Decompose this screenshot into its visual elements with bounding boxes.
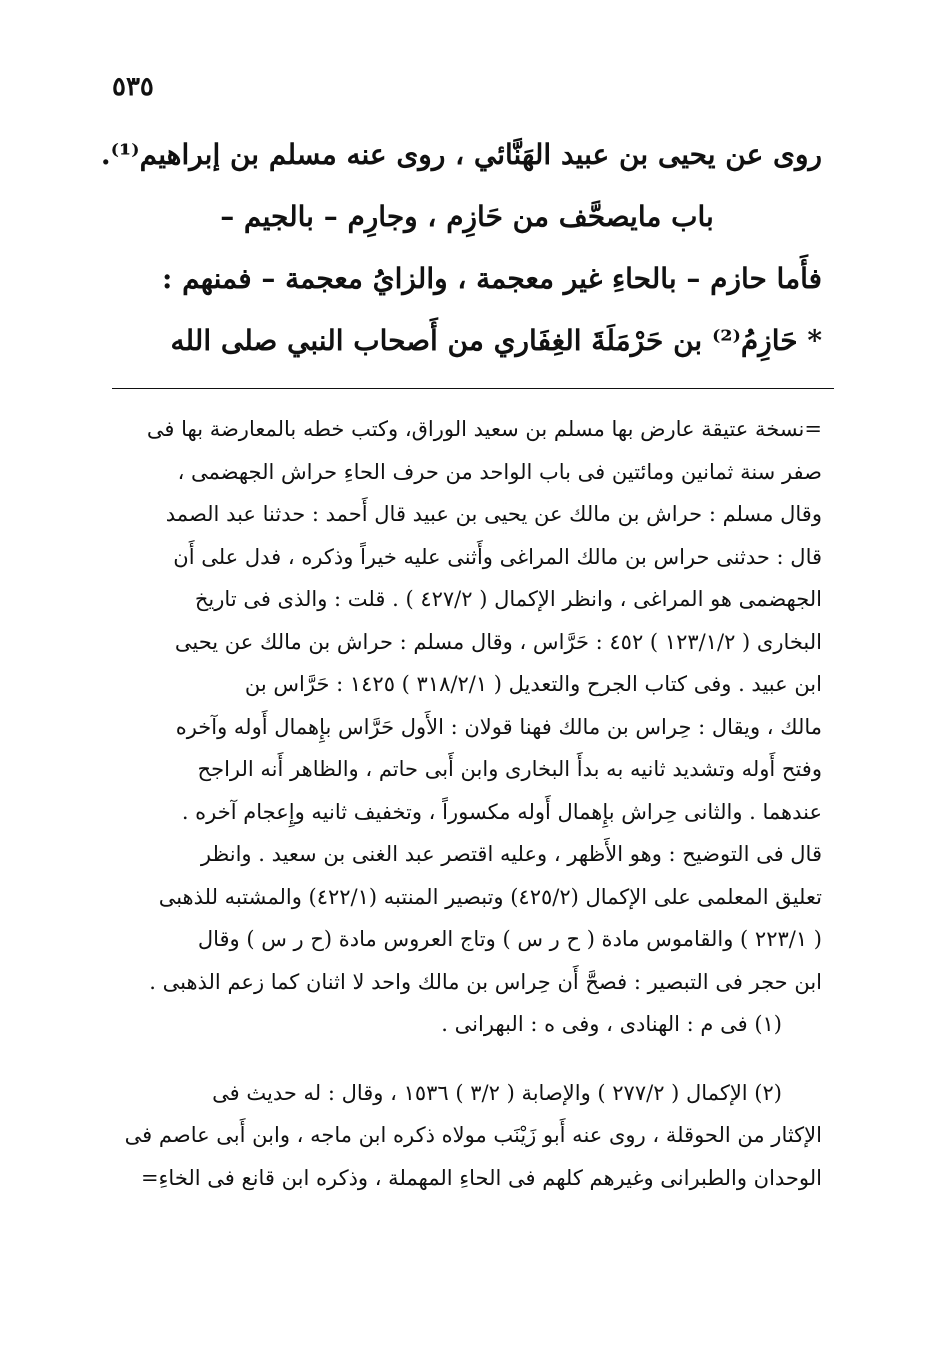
main-text: [100, 124, 822, 372]
section-heading: باب مايصحَّف من حَازِم ، وجارِم – بالجيم –: [220, 200, 714, 233]
footnote-line: تعليق المعلمى على الإكمال (٤٢٥/٢) وتبصير المنتبه (٤٢٢/١) والمشتبه للذهبى: [158, 884, 822, 909]
footnote-separator: [112, 388, 834, 389]
footnote-line: قال : حدثنى حراس بن مالك المراغى وأَثنى عليه خيراً وذكره ، فدل على أَن: [173, 544, 822, 569]
footnote-line: ( ٢٢٣/١ ) والقاموس مادة ( ح ر س ) وتاج العروس مادة (ح ر س ) وقال: [197, 927, 822, 951]
footnote-line: ابن عبيد . وفى كتاب الجرح والتعديل ( ٣١٨/٢/١ ) ١٤٢٥ : حَرَّاس بن: [244, 672, 822, 696]
footnote-line: وفتح أَوله وتشديد ثانيه به بدأَ البخارى وابن أَبى حاتم ، والظاهر أَنه الراجح: [197, 757, 822, 781]
footnote-line: مالك ، ويقال : حِراس بن مالك فهنا قولان : الأَول حَرَّاس بإِهمال أَوله وآخره: [175, 714, 822, 739]
footnote-line: عندهما . والثانى حِراش بإِهمال أَوله مكسوراً ، وتخفيف ثانيه وإِعجام آخره .: [181, 799, 822, 824]
footnote-line: قال فى التوضيح : وهو الأَظهر ، وعليه اقتصر عبد الغنى بن سعيد . وانظر: [200, 842, 822, 866]
main-line: * حَازِمُ⁽²⁾ بن حَرْمَلَةَ الغِفَاري من أَصحاب النبي صلى الله: [170, 324, 822, 357]
footnote-line: الإكثار من الحوقلة ، روى عنه أَبو زَيْنَب مولاه ذكره ابن ماجه ، وابن أَبى عاصم فى: [124, 1123, 822, 1147]
footnote-line: صفر سنة ثمانين ومائتين فى باب الواحد من حرف الحاءِ حراش الجهضمى ،: [177, 459, 822, 484]
page-number: ٥٣٥: [112, 72, 154, 102]
main-line: فأَما حازم – بالحاءِ غير معجمة ، والزايُ معجمة – فمنهم :: [161, 262, 822, 295]
footnote-line: البخارى ( ١٢٣/١/٢ ) ٤٥٢ : حَرَّاس ، وقال مسلم : حراش بن مالك عن يحيى: [174, 629, 822, 654]
main-line: روى عن يحيى بن عبيد الهَنَّائي ، روى عنه مسلم بن إبراهيم⁽¹⁾.: [100, 138, 822, 171]
footnote-line: =نسخة عتيقة عارض بها مسلم بن سعيد الوراق، وكتب خطه بالمعارضة بها فى: [146, 417, 822, 441]
footnote-line: الجهضمى هو المراغى ، وانظر الإكمال ( ٤٢٧/٢ ) . قلت : والذى فى تاريخ: [194, 587, 822, 611]
footnote-line: الوحدان والطبرانى وغيرهم كلهم فى الحاءِ المهملة ، وذكره ابن قانع فى الخاءِ=: [140, 1165, 822, 1190]
footnote-gap: [112, 1046, 822, 1072]
footnote-1: (١) فى م : الهنادى ، وفى ه : البهرانى .: [441, 1012, 782, 1036]
footnotes: [112, 408, 822, 1199]
footnote-2: (٢) الإكمال ( ٢٧٧/٢ ) والإصابة ( ٣/٢ ) ١٥٣٦ ، وقال : له حديث فى: [212, 1080, 782, 1105]
footnote-line: وقال مسلم : حراش بن مالك عن يحيى بن عبيد قال أَحمد : حدثنا عبد الصمد: [165, 502, 822, 526]
footnote-line: ابن حجر فى التبصير : فصحَّ أَن حِراس بن مالك واحد لا اثنان كما زعم الذهبى .: [149, 969, 822, 994]
